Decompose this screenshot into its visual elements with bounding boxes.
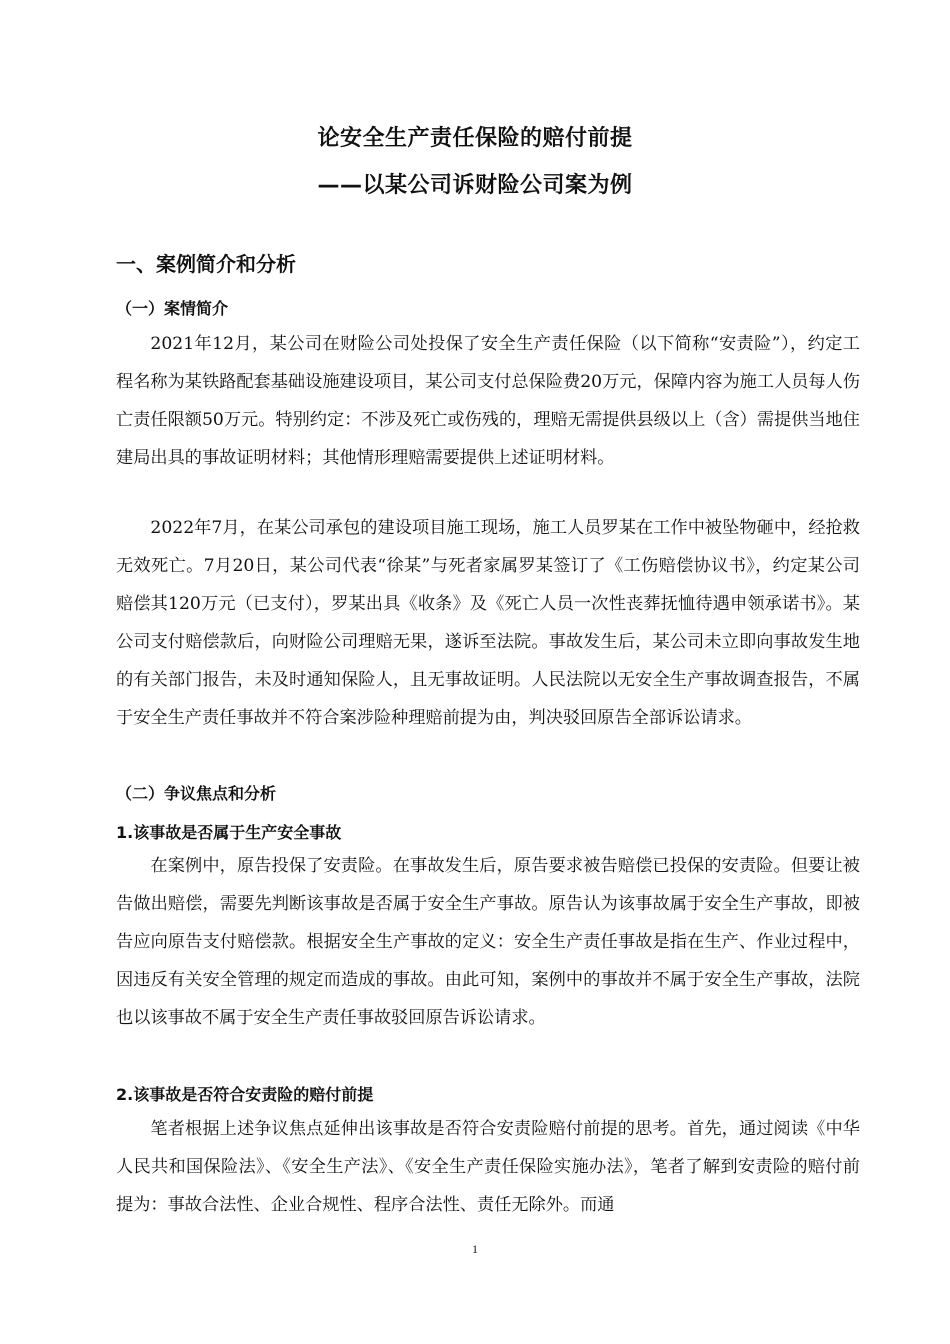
document-subtitle: ——以某公司诉财险公司案为例 [317, 173, 633, 198]
paragraph-case-summary-2: 2022年7月，在某公司承包的建设项目施工现场，施工人员罗某在工作中被坠物砸中，经抢救无效死亡。7月20日，某公司代表“徐某”与死者家属罗某签订了《工伤赔偿协议书》，约定某公司赔偿其120万元（已支付），罗某出具《收条》及《死亡人员一次性丧葬抚恤待遇申领承诺书》。某公司支付赔偿款后，向财险公司理赔无果，遂诉至法院。事故发生后，某公司未立即向事故发生地的有关部门报告，未及时通知保险人，且无事故证明。人民法院以无安全生产事故调查报告，不属于安全生产责任事故并不符合案涉险种理赔前提为由，判决驳回原告全部诉讼请求。 [116, 518, 860, 728]
paragraph-case-summary-1: 2021年12月，某公司在财险公司处投保了安全生产责任保险（以下简称“安责险”），约定工程名称为某铁路配套基础设施建设项目，某公司支付总保险费20万元，保障内容为施工人员每人伤亡责任限额50万元。特别约定：不涉及死亡或伤残的，理赔无需提供县级以上（含）需提供当地住建局出具的事故证明材料；其他情形理赔需要提供上述证明材料。 [116, 334, 860, 468]
section-heading-1: 一、案例简介和分析 [116, 252, 296, 276]
document-title: 论安全生产责任保险的赔付前提 [317, 126, 633, 151]
subsection-heading-case-summary: （一）案情简介 [116, 299, 229, 318]
subsubsection-heading-1: 1.该事故是否属于生产安全事故 [116, 823, 342, 842]
subsection-heading-dispute-focus: （二）争议焦点和分析 [116, 784, 277, 803]
paragraph-dispute-2: 笔者根据上述争议焦点延伸出该事故是否符合安责险赔付前提的思考。首先，通过阅读《中华人民共和国保险法》、《安全生产法》、《安全生产责任保险实施办法》，笔者了解到安责险的赔付前提为：事故合法性、企业合规性、程序合法性、责任无除外。而通 [116, 1119, 860, 1215]
subsubsection-heading-2: 2.该事故是否符合安责险的赔付前提 [116, 1085, 374, 1104]
page-number: 1 [472, 1242, 478, 1256]
paragraph-dispute-1: 在案例中，原告投保了安责险。在事故发生后，原告要求被告赔偿已投保的安责险。但要让被告做出赔偿，需要先判断该事故是否属于安全生产事故。原告认为该事故属于安全生产事故，即被告应向原告支付赔偿款。根据安全生产事故的定义：安全生产责任事故是指在生产、作业过程中，因违反有关安全管理的规定而造成的事故。由此可知，案例中的事故并不属于安全生产事故，法院也以该事故不属于安全生产责任事故驳回原告诉讼请求。 [116, 856, 860, 1028]
